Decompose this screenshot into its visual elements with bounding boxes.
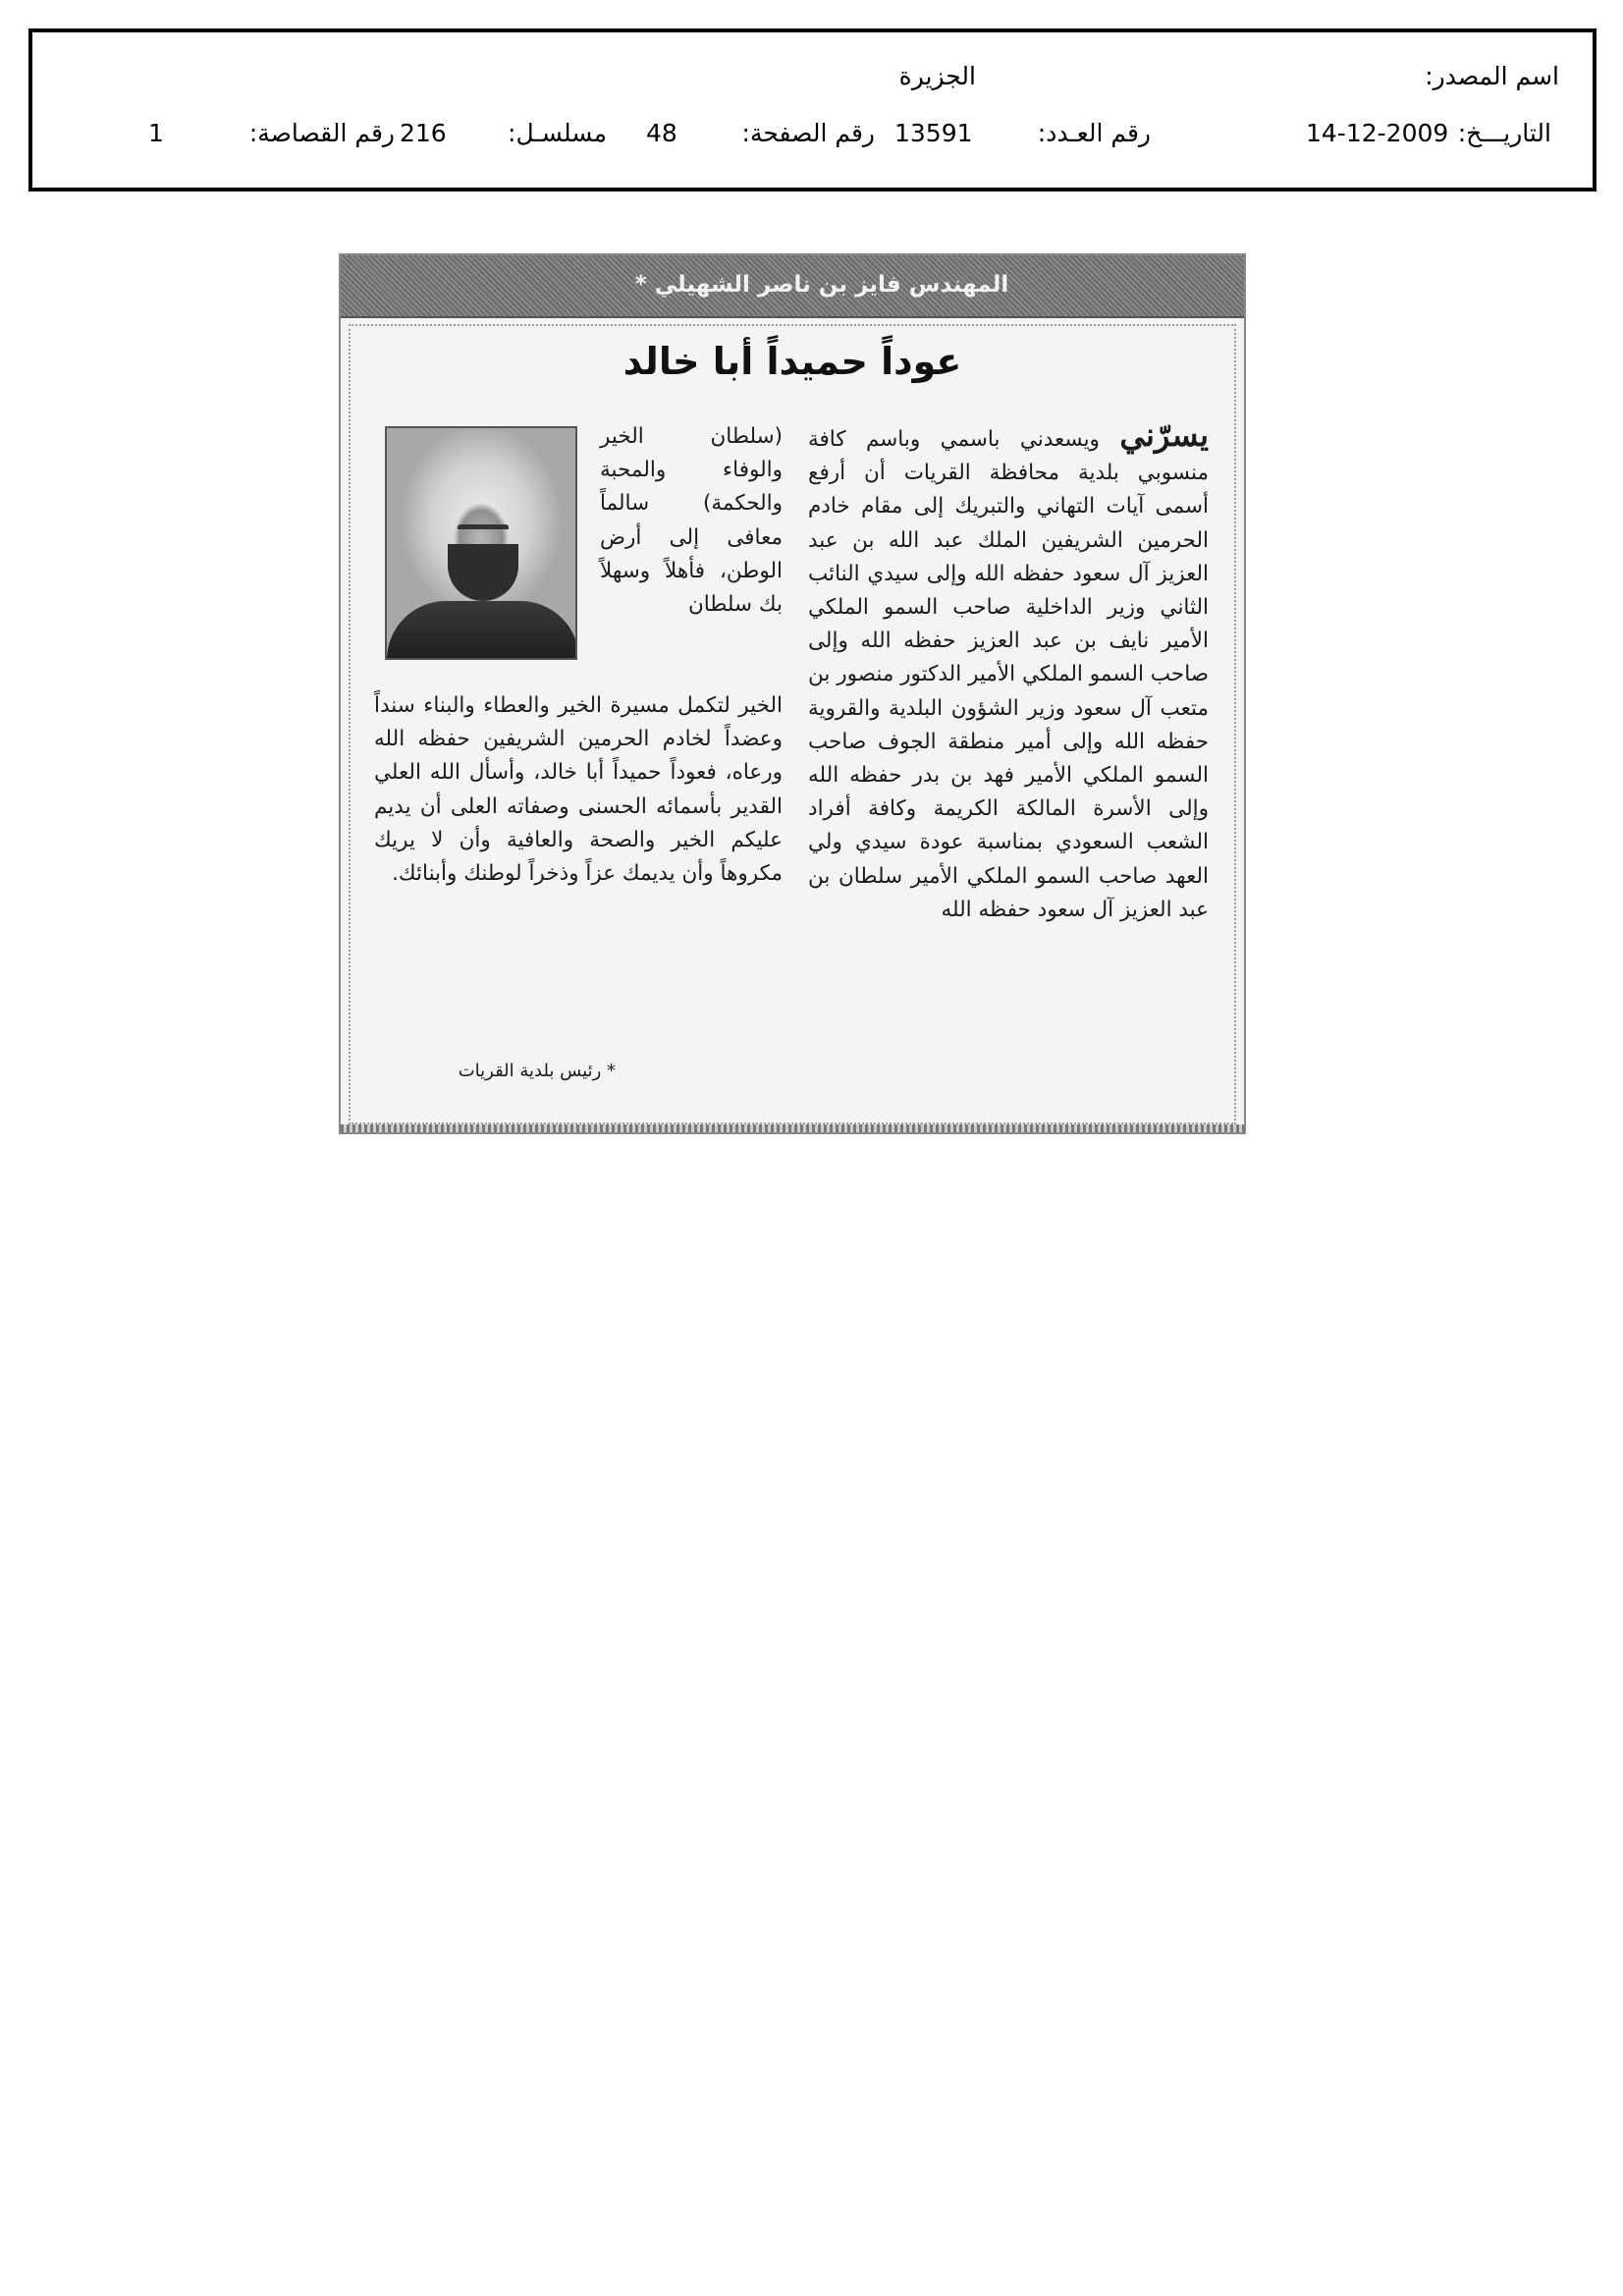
clip-value: 1: [148, 119, 164, 147]
photo-eyes: [458, 524, 509, 537]
right-column-text: ويسعدني باسمي وباسم كافة منسوبي بلدية محافظة القريات أن أرفع أسمى آيات التهاني والتبريك إلى مقام خادم الحرمين الشريفين الملك عبد الله بن عبد العزيز آل سعود حفظه الله وإلى سيدي النائب الثاني وزير الداخلية صاحب السمو الملكي الأمير نايف بن عبد العزيز حفظه الله وإلى صاحب السمو الملكي الأمير الدكتور منصور بن متعب آل سعود وزير الشؤون البلدية والقروية حفظه الله وإلى أمير منطقة الجوف صاحب السمو الملكي الأمير فهد بن بدر حفظه الله وإلى الأسرة المالكة الكريمة وكافة أفراد الشعب السعودي بمناسبة عودة سيدي ولي العهد صاحب السمو الملكي الأمير سلطان بن عبد العزيز آل سعود حفظه الله: [808, 427, 1209, 922]
page-value: 48: [646, 119, 677, 147]
article-headline: عوداً حميداً أبا خالد: [622, 340, 962, 383]
clipping-metadata-box: [28, 28, 1596, 191]
serial-value: 216: [400, 119, 447, 147]
photo-shoulders: [387, 601, 577, 660]
photo-beard: [448, 544, 518, 601]
clip-label: رقم القصاصة:: [248, 119, 395, 147]
bottom-rule: [341, 1124, 1244, 1132]
article-left-column: الخير لتكمل مسيرة الخير والعطاء والبناء سنداً وعضداً لخادم الحرمين الشريفين حفظه الله ورعاه، فعوداً حميداً أبا خالد، وأسأل الله العلي القدير بأسمائه الحسنى وصفاته العلى أن يديم عليكم الخير والصحة والعافية وأن لا يريك مكروهاً وأن يديمك عزاً وذخراً لوطنك وأبنائك.: [374, 693, 783, 887]
lead-word: يسرّني: [1119, 416, 1209, 454]
date-value: 14-12-2009: [1306, 119, 1449, 147]
issue-label: رقم العـدد:: [1037, 119, 1151, 147]
serial-label: مسلسـل:: [508, 119, 607, 147]
article-left-column-top: (سلطان الخير والوفاء والمحبة والحكمة) سالماً معافى إلى أرض الوطن، فأهلاً وسهلاً بك سلطان: [600, 424, 783, 618]
source-label: اسم المصدر:: [1425, 62, 1559, 90]
article-right-column: [808, 418, 1209, 927]
source-value: الجزيرة: [898, 62, 976, 90]
newspaper-clipping: [339, 253, 1246, 1134]
author-photo: [385, 426, 577, 660]
page-label: رقم الصفحة:: [741, 119, 875, 147]
issue-value: 13591: [894, 119, 973, 147]
author-byline: المهندس فايز بن ناصر الشهيلي *: [634, 272, 1009, 298]
author-signature: * رئيس بلدية القريات: [458, 1061, 616, 1081]
date-label: التاريـــخ:: [1457, 119, 1551, 147]
byline-bar: [341, 255, 1244, 318]
